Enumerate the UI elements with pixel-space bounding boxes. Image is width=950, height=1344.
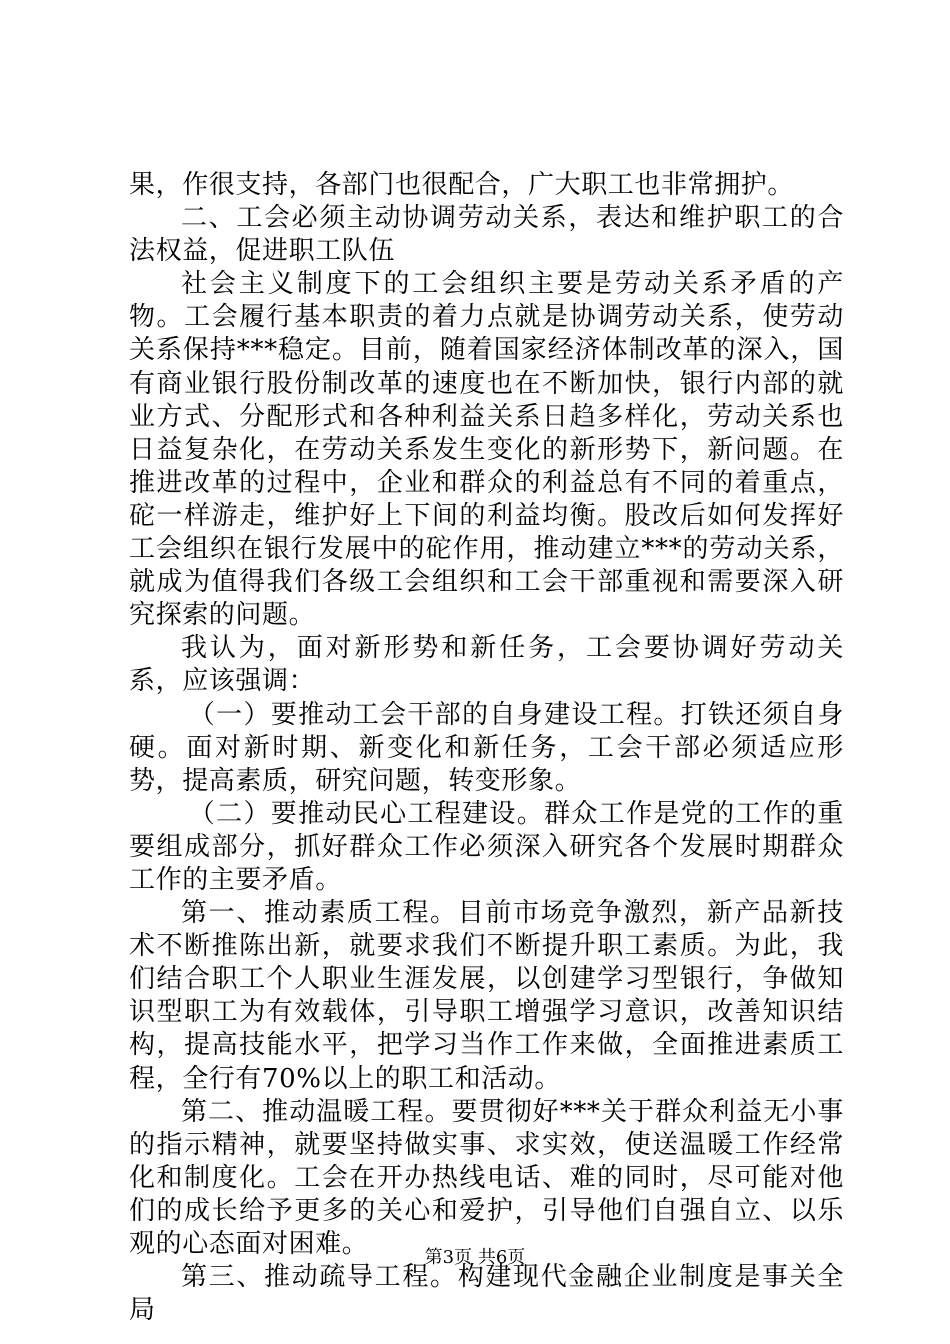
paragraph-section-heading: 二、工会必须主动协调劳动关系，表达和维护职工的合法权益，促进职工队伍 <box>129 203 844 267</box>
paragraph: 我认为，面对新形势和新任务，工会要协调好劳动关系，应该强调： <box>129 633 844 697</box>
paragraph: 第二、推动温暖工程。要贯彻好***关于群众利益无小事的指示精神，就要坚持做实事、求实效，使送温暖工作经常化和制度化。工会在开办热线电话、难的同时，尽可能对他们的成长给予更多的关心和爱护，引导他们自强自立、以乐观的心态面对困难。 <box>129 1096 844 1259</box>
body-text <box>129 169 844 1327</box>
paragraph: 第三、推动疏导工程。构建现代金融企业制度是事关全局 <box>129 1262 844 1326</box>
paragraph: 社会主义制度下的工会组织主要是劳动关系矛盾的产物。工会履行基本职责的着力点就是协调劳动关系，使劳动关系保持***稳定。目前，随着国家经济体制改革的深入，国有商业银行股份制改革的速度也在不断加快，银行内部的就业方式、分配形式和各种利益关系日趋多样化，劳动关系也日益复杂化，在劳动关系发生变化的新形势下，新问题。在推进改革的过程中，企业和群众的利益总有不同的着重点，砣一样游走，维护好上下间的利益均衡。股改后如何发挥好工会组织在银行发展中的砣作用，推动建立***的劳动关系，就成为值得我们各级工会组织和工会干部重视和需要深入研究探索的问题。 <box>129 269 844 631</box>
paragraph-continuation: 果，作很支持，各部门也很配合，广大职工也非常拥护。 <box>129 170 795 200</box>
paragraph-item-1: （一）要推动工会干部的自身建设工程。打铁还须自身硬。面对新时期、新变化和新任务，工会干部必须适应形势，提高素质，研究问题，转变形象。 <box>129 699 844 796</box>
page-footer: 第3页 共6页 <box>424 1247 526 1268</box>
paragraph: 第一、推动素质工程。目前市场竞争激烈，新产品新技术不断推陈出新，就要求我们不断提升职工素质。为此，我们结合职工个人职业生涯发展，以创建学习型银行，争做知识型职工为有效载体，引导职工增强学习意识，改善知识结构，提高技能水平，把学习当作工作来做，全面推进素质工程，全行有70%以上的职工和活动。 <box>129 898 844 1094</box>
paragraph-item-2: （二）要推动民心工程建设。群众工作是党的工作的重要组成部分，抓好群众工作必须深入研究各个发展时期群众工作的主要矛盾。 <box>129 798 844 895</box>
